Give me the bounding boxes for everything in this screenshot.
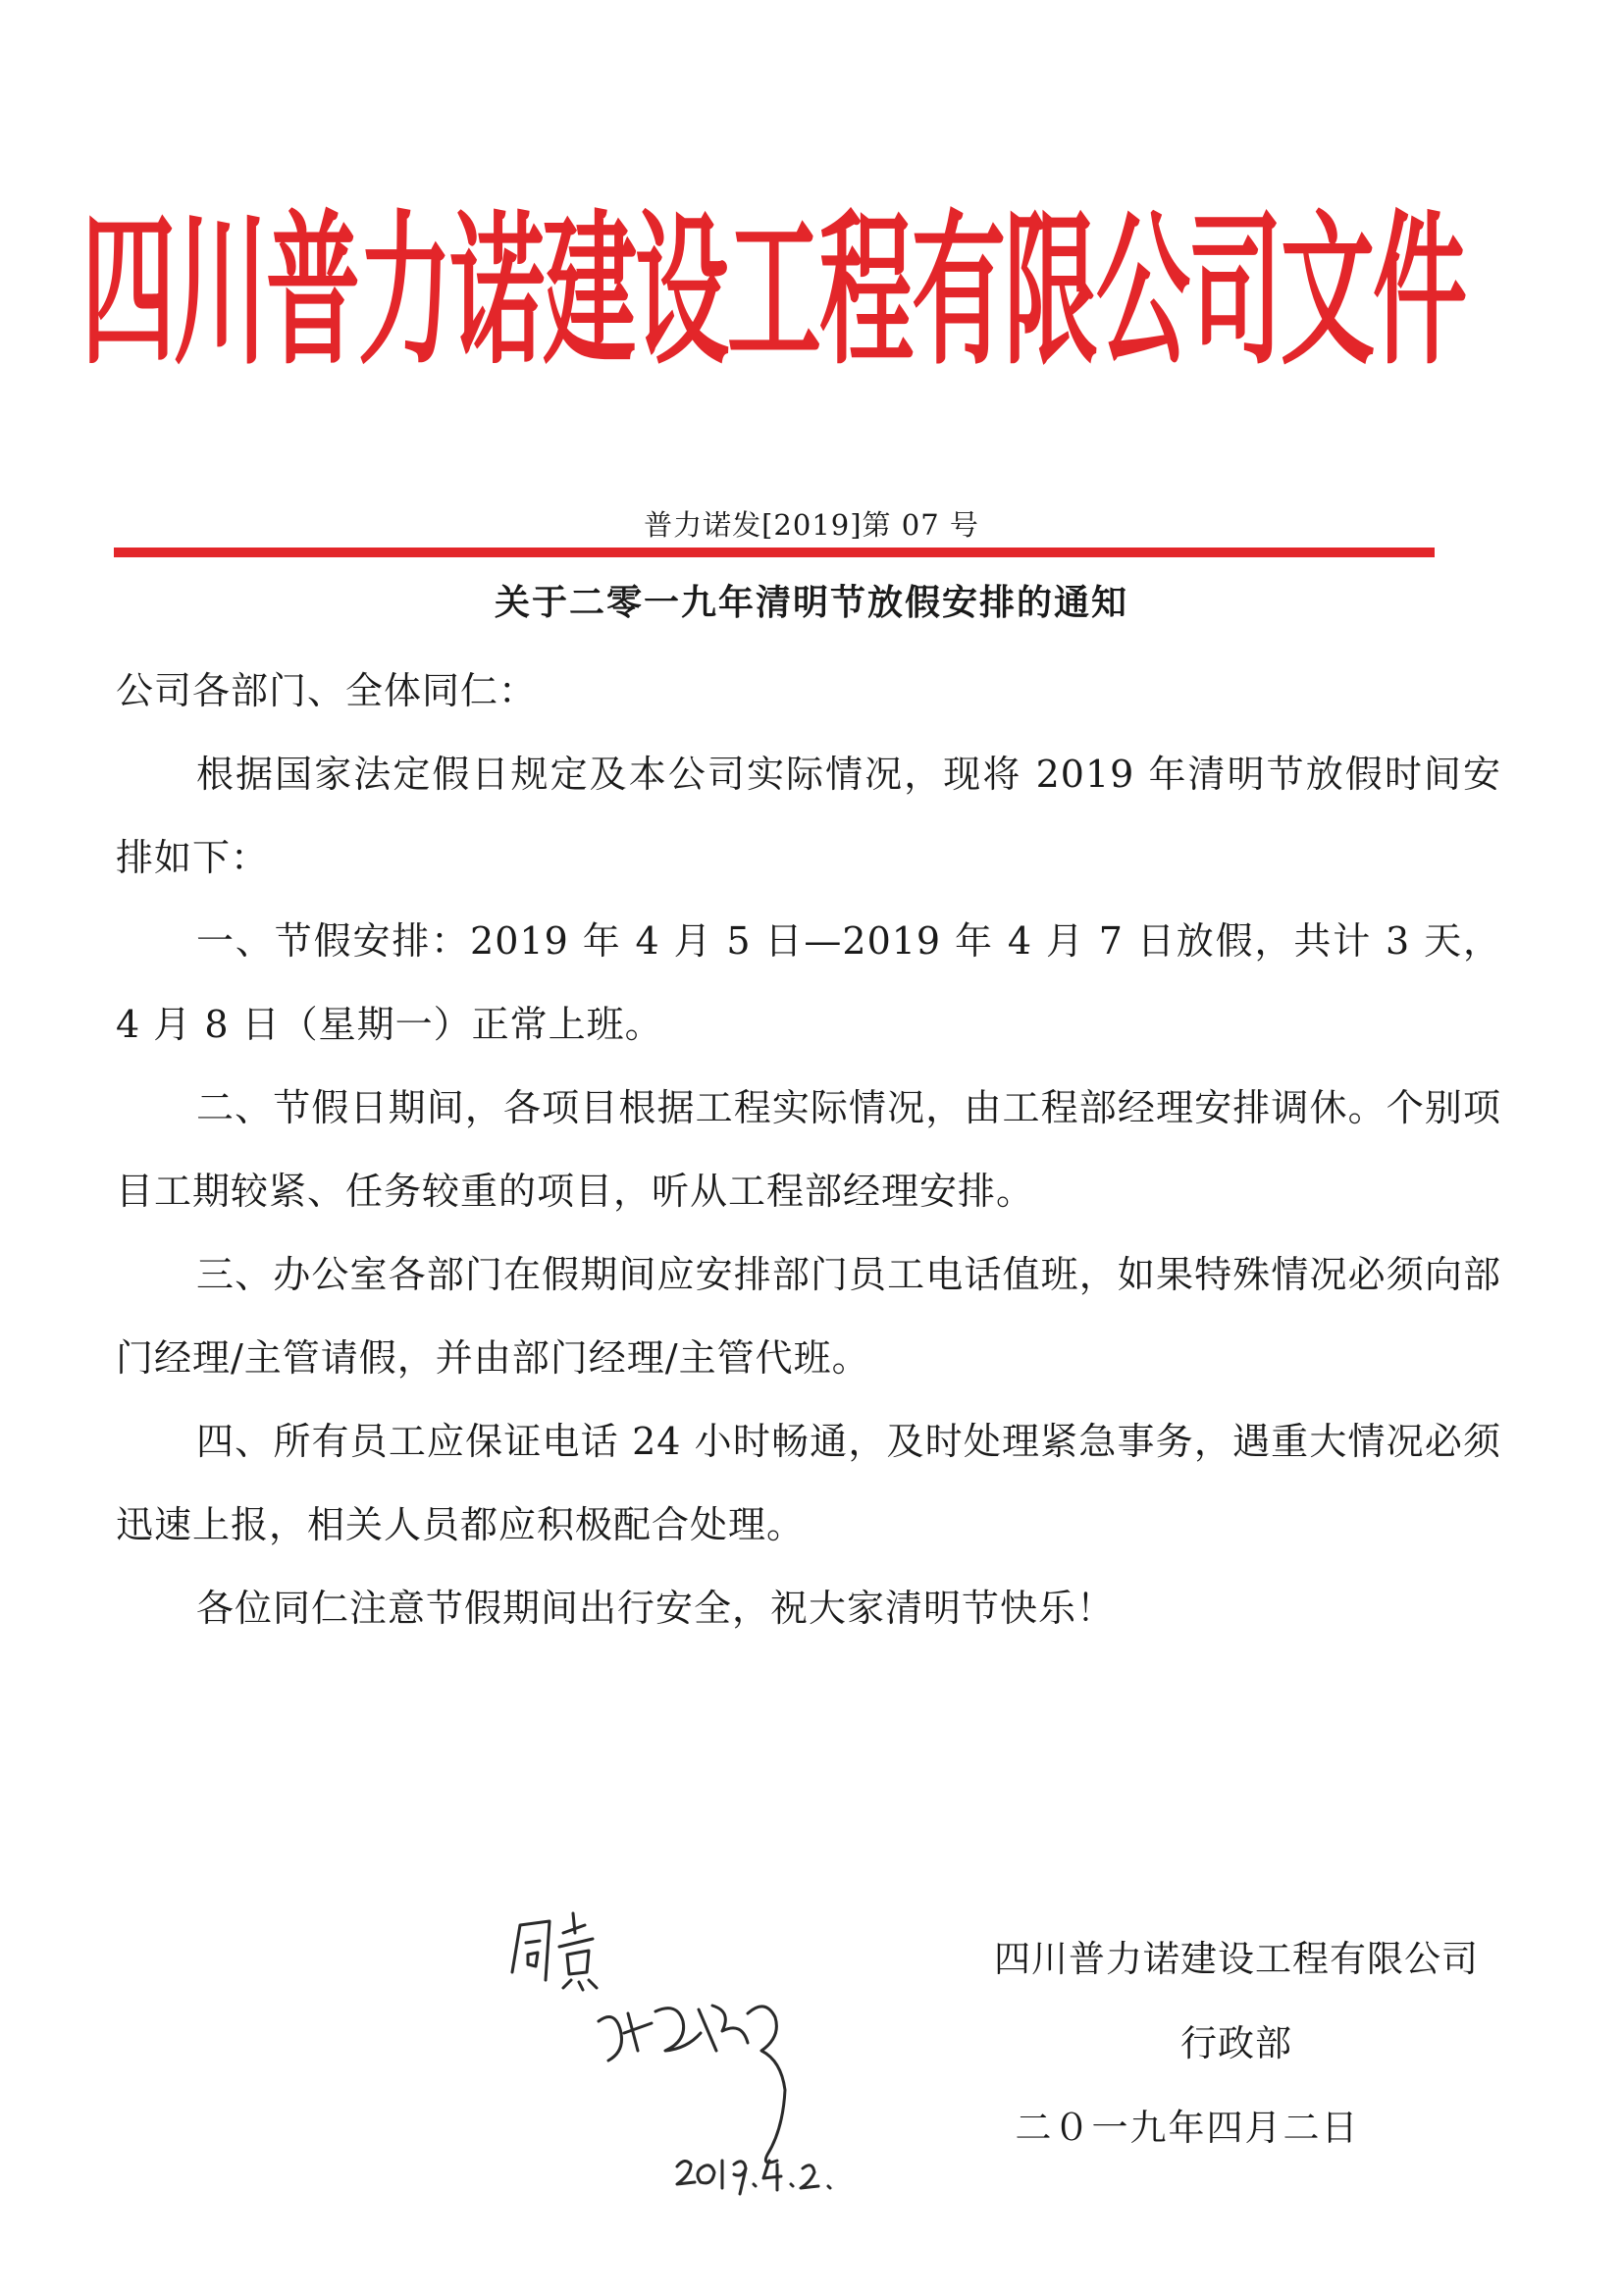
salutation: 公司各部门、全体同仁： <box>116 669 538 712</box>
body-paragraph: 二、节假日期间，各项目根据工程实际情况，由工程部经理安排调休。个别项目工期较紧、任务较重的项目，听从工程部经理安排。 <box>116 1086 1501 1213</box>
body-paragraph: 四、所有员工应保证电话 24 小时畅通，及时处理紧急事务，遇重大情况必须迅速上报，相关人员都应积极配合处理。 <box>116 1420 1501 1546</box>
issuing-organization: 四川普力诺建设工程有限公司 <box>994 1938 1479 1980</box>
letterhead-title: 四川普力诺建设工程有限公司文件 <box>81 194 1465 388</box>
issuing-department: 行政部 <box>1180 2022 1292 2064</box>
body-paragraph: 根据国家法定假日规定及本公司实际情况，现将 2019 年清明节放假时间安排如下： <box>116 753 1501 879</box>
red-divider-line <box>114 548 1435 557</box>
issue-date: 二０一九年四月二日 <box>1015 2107 1360 2149</box>
notice-title: 关于二零一九年清明节放假安排的通知 <box>494 583 1128 623</box>
handwritten-signature <box>491 1904 1001 2198</box>
signature-scribble <box>491 1904 1001 2198</box>
body-paragraph: 一、节假安排：2019 年 4 月 5 日—2019 年 4 月 7 日放假，共计 3 天， 4 月 8 日（星期一）正常上班。 <box>116 919 1501 1046</box>
closing-paragraph: 各位同仁注意节假期间出行安全，祝大家清明节快乐！ <box>196 1587 1116 1630</box>
body-paragraph: 三、办公室各部门在假期间应安排部门员工电话值班，如果特殊情况必须向部门经理/主管请假，并由部门经理/主管代班。 <box>116 1253 1501 1380</box>
notice-body <box>116 650 1501 1650</box>
document-number: 普力诺发[2019]第 07 号 <box>644 508 979 542</box>
